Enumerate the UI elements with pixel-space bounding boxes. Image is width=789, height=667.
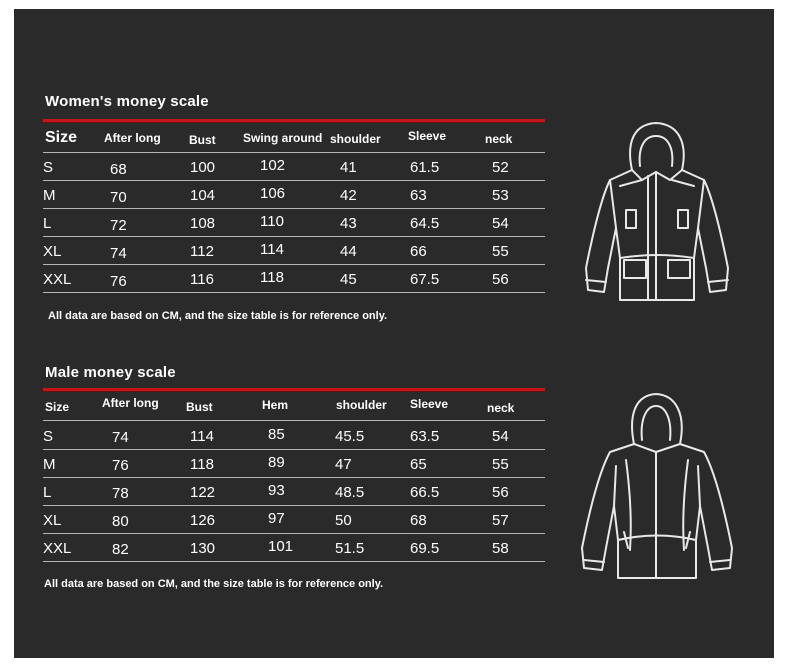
table-cell: 118 (190, 456, 214, 473)
table-cell: 93 (268, 482, 285, 499)
table-cell: 112 (190, 243, 214, 260)
table-cell: 70 (110, 189, 127, 206)
women-header-after-long: After long (104, 131, 161, 145)
table-cell: 63.5 (410, 428, 440, 445)
table-cell: XL (43, 512, 62, 529)
table-cell: 67.5 (410, 271, 440, 288)
table-cell: 66.5 (410, 484, 440, 501)
row-divider (43, 208, 545, 209)
row-divider (43, 292, 545, 293)
table-cell: 78 (112, 485, 129, 502)
row-divider (43, 180, 545, 181)
table-cell: 118 (260, 269, 284, 286)
table-cell: XXL (43, 540, 72, 557)
women-header-size: Size (45, 129, 78, 146)
table-cell: 110 (260, 213, 284, 230)
table-cell: 45 (340, 271, 357, 288)
table-cell: 69.5 (410, 540, 440, 557)
table-cell: 76 (112, 457, 129, 474)
table-cell: 76 (110, 273, 127, 290)
women-jacket-icon (576, 118, 740, 306)
men-header-sleeve: Sleeve (410, 397, 449, 411)
table-cell: 114 (190, 428, 214, 445)
men-header-after-long: After long (102, 396, 159, 410)
table-cell: M (43, 456, 56, 473)
women-header-sleeve: Sleeve (408, 129, 447, 143)
table-cell: 122 (190, 484, 216, 501)
table-cell: 72 (110, 217, 127, 234)
women-reference-note: All data are based on CM, and the size table is for reference only. (48, 310, 388, 322)
women-header-bust: Bust (189, 133, 216, 147)
table-cell: XXL (43, 271, 72, 288)
table-cell: 55 (492, 243, 509, 260)
table-cell: 53 (492, 187, 509, 204)
men-header-hem: Hem (262, 398, 289, 412)
table-cell: XL (43, 243, 62, 260)
men-table-title: Male money scale (45, 364, 176, 381)
table-cell: 55 (492, 456, 509, 473)
table-cell: 43 (340, 215, 357, 232)
table-cell: 89 (268, 454, 285, 471)
women-header-rule (43, 152, 545, 153)
table-cell: 130 (190, 540, 216, 557)
table-cell: S (43, 159, 54, 176)
table-cell: 64.5 (410, 215, 440, 232)
table-cell: 102 (260, 157, 286, 174)
table-cell: 54 (492, 428, 509, 445)
table-cell: 68 (410, 512, 427, 529)
table-cell: 100 (190, 159, 216, 176)
women-table-title: Women's money scale (45, 93, 209, 110)
table-cell: 82 (112, 541, 129, 558)
table-cell: 45.5 (335, 428, 365, 445)
table-cell: 106 (260, 185, 286, 202)
table-cell: 54 (492, 215, 509, 232)
table-cell: 56 (492, 484, 509, 501)
table-cell: 114 (260, 241, 284, 258)
table-cell: 126 (190, 512, 216, 529)
table-cell: 48.5 (335, 484, 365, 501)
women-header-neck: neck (485, 132, 513, 146)
table-cell: L (43, 215, 52, 232)
men-title-underline (43, 388, 545, 391)
table-cell: 74 (112, 429, 129, 446)
women-title-underline (43, 119, 545, 122)
row-divider (43, 236, 545, 237)
table-cell: 56 (492, 271, 509, 288)
men-header-size: Size (45, 400, 70, 414)
table-cell: 57 (492, 512, 509, 529)
table-cell: 47 (335, 456, 352, 473)
table-cell: 58 (492, 540, 509, 557)
row-divider (43, 533, 545, 534)
table-cell: 42 (340, 187, 357, 204)
table-cell: 80 (112, 513, 129, 530)
table-cell: M (43, 187, 56, 204)
row-divider (43, 505, 545, 506)
table-cell: 101 (268, 538, 294, 555)
women-header-swing-around: Swing around (243, 131, 323, 145)
row-divider (43, 449, 545, 450)
table-cell: 52 (492, 159, 509, 176)
table-cell: 97 (268, 510, 285, 527)
men-header-rule (43, 420, 545, 421)
table-cell: 74 (110, 245, 127, 262)
table-cell: 65 (410, 456, 427, 473)
table-cell: S (43, 428, 54, 445)
table-cell: L (43, 484, 52, 501)
table-cell: 41 (340, 159, 357, 176)
table-cell: 85 (268, 426, 285, 443)
women-header-shoulder: shoulder (330, 132, 381, 146)
row-divider (43, 264, 545, 265)
table-cell: 63 (410, 187, 427, 204)
men-header-bust: Bust (186, 400, 213, 414)
table-cell: 44 (340, 243, 357, 260)
table-cell: 108 (190, 215, 216, 232)
table-cell: 51.5 (335, 540, 365, 557)
table-cell: 61.5 (410, 159, 440, 176)
row-divider (43, 561, 545, 562)
row-divider (43, 477, 545, 478)
men-jacket-icon (576, 390, 738, 582)
table-cell: 68 (110, 161, 127, 178)
men-header-neck: neck (487, 401, 515, 415)
table-cell: 104 (190, 187, 216, 204)
table-cell: 50 (335, 512, 352, 529)
men-header-shoulder: shoulder (336, 398, 387, 412)
men-reference-note: All data are based on CM, and the size table is for reference only. (44, 578, 384, 590)
table-cell: 116 (190, 271, 214, 288)
table-cell: 66 (410, 243, 427, 260)
